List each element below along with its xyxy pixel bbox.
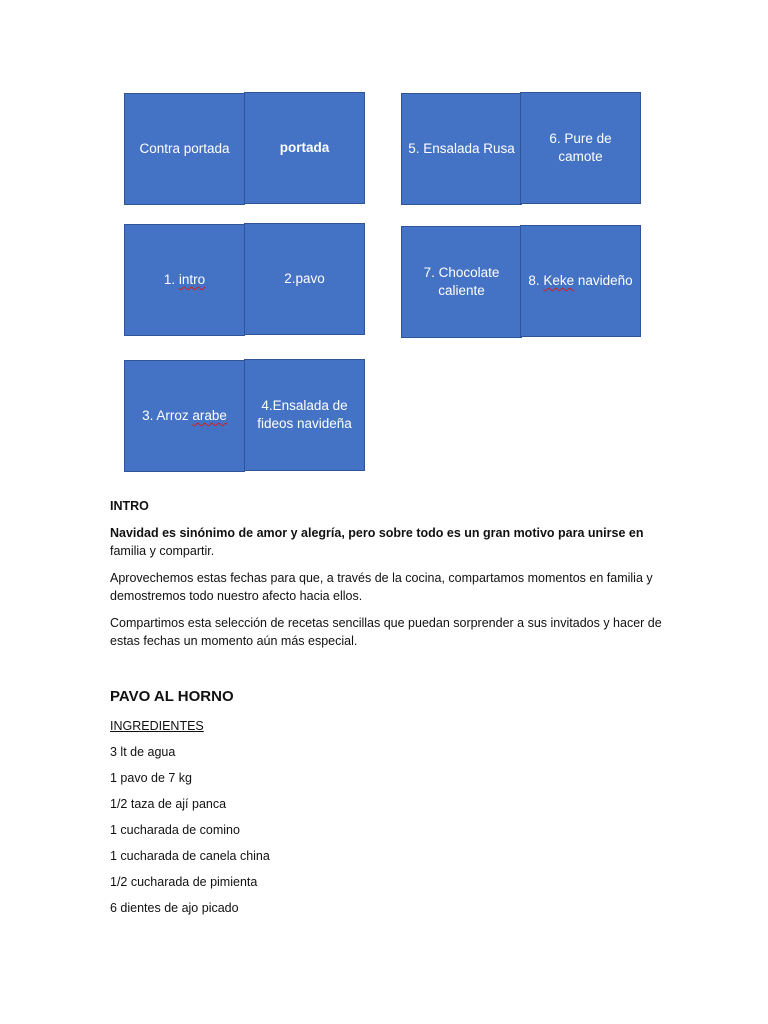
- booklet-page-5: [401, 93, 522, 205]
- ingredient-item: 1/2 taza de ají panca: [110, 797, 227, 811]
- booklet-page-label: 5. Ensalada Rusa: [408, 141, 515, 156]
- booklet-page-6: [520, 92, 641, 204]
- ingredient-item: 1 pavo de 7 kg: [110, 771, 193, 785]
- spellcheck-mark: Keke: [543, 273, 575, 288]
- ingredient-item: 1 cucharada de comino: [110, 823, 240, 837]
- ingredient-item: 6 dientes de ajo picado: [110, 901, 239, 915]
- ingredient-item: 1 cucharada de canela china: [110, 849, 270, 863]
- ingredient-item: 1/2 cucharada de pimienta: [110, 875, 258, 889]
- spellcheck-mark: intro: [178, 272, 206, 287]
- booklet-page-8: [520, 225, 641, 337]
- booklet-page-label: 6. Pure de camote: [549, 131, 612, 164]
- intro-paragraph-1: Navidad es sinónimo de amor y alegría, pero sobre todo es un gran motivo para unirse en familia y compartir.: [110, 526, 644, 558]
- booklet-page-label: 3. Arroz arabe: [142, 408, 227, 423]
- booklet-page-label: 7. Chocolate caliente: [423, 265, 500, 298]
- booklet-page-portada: [244, 92, 365, 204]
- booklet-page-1: [124, 224, 245, 336]
- spellcheck-mark: arabe: [192, 408, 227, 423]
- booklet-page-label: 8. Keke navideño: [528, 273, 633, 288]
- intro-title: INTRO: [110, 499, 149, 513]
- intro-paragraph-2: Aprovechemos estas fechas para que, a través de la cocina, compartamos momentos en familia y demostremos todo nuestro afecto hacia ellos.: [110, 571, 653, 603]
- recipe-title: PAVO AL HORNO: [110, 688, 234, 705]
- booklet-page-contra-portada: [124, 93, 245, 205]
- ingredient-item: 3 lt de agua: [110, 745, 176, 759]
- booklet-page-3: [124, 360, 245, 472]
- booklet-page-label: 2.pavo: [284, 271, 325, 286]
- booklet-page-4: [244, 359, 365, 471]
- booklet-page-label: 1. intro: [163, 272, 206, 287]
- ingredients-label: INGREDIENTES: [110, 719, 204, 733]
- booklet-page-7: [401, 226, 522, 338]
- intro-paragraph-3: Compartimos esta selección de recetas sencillas que puedan sorprender a sus invitados y hacer de estas fechas un momento aún más especial.: [110, 616, 662, 648]
- booklet-page-2: [244, 223, 365, 335]
- booklet-page-label: portada: [279, 140, 330, 155]
- booklet-page-label: Contra portada: [139, 141, 230, 156]
- booklet-page-label: 4.Ensalada de fideos navideña: [257, 398, 352, 431]
